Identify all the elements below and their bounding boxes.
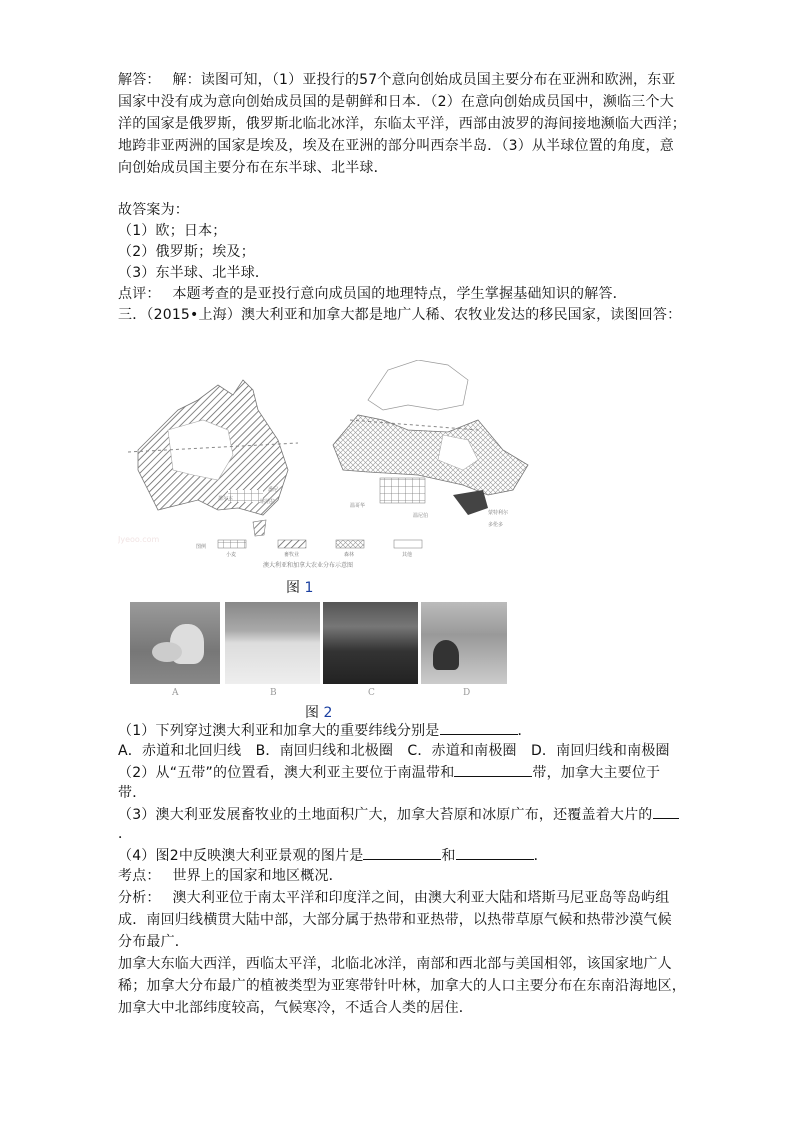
caption-number: 2 xyxy=(323,705,333,721)
question-text: （3）澳大利亚发展畜牧业的土地面积广大，加拿大苔原和冰原广布，还覆盖着大片的 xyxy=(118,807,653,823)
legend-label: 小麦 xyxy=(226,552,237,558)
answer-blank[interactable] xyxy=(440,720,518,735)
caption-prefix: 图 xyxy=(305,705,319,721)
question-text: 和 xyxy=(441,848,456,864)
watermark: Jyeoo.com xyxy=(118,535,160,544)
australia-desert xyxy=(168,420,233,480)
place-label: 墨尔本 xyxy=(218,496,234,502)
kaodian: 考点： 世界上的国家和地区概况． xyxy=(118,868,343,884)
analysis-line: 分布最广． xyxy=(118,934,189,950)
photo-label: A xyxy=(172,688,179,698)
question-stem: 三．（2015•上海）澳大利亚和加拿大都是地广人稀、农牧业发达的移民国家，读图回答： xyxy=(118,307,682,323)
figure1-caption xyxy=(286,577,313,597)
answer-item: （1）欧；日本； xyxy=(118,223,227,239)
legend-label: 森林 xyxy=(344,552,355,558)
question-4 xyxy=(118,845,548,867)
answer-line: 地跨非亚两洲的国家是埃及，埃及在亚洲的部分叫西奈半岛．（3）从半球位置的角度，意 xyxy=(118,138,674,154)
map-title: 澳大利亚和加拿大农业分布示意图 xyxy=(263,562,354,569)
caption-number: 1 xyxy=(304,580,314,596)
canada-map xyxy=(333,415,528,495)
comment: 点评： 本题考查的是亚投行意向成员国的地理特点，学生掌握基础知识的解答． xyxy=(118,286,627,302)
question-text: （1）下列穿过澳大利亚和加拿大的重要纬线分别是 xyxy=(118,723,440,739)
place-label: 堪培拉 xyxy=(260,499,276,505)
photo-label: C xyxy=(368,688,375,698)
question-2-cont: 带． xyxy=(118,785,147,801)
answer-blank[interactable] xyxy=(363,845,441,860)
question-1 xyxy=(118,720,532,742)
place-label: 悉尼 xyxy=(268,487,279,493)
place-label: 蒙特利尔 xyxy=(488,510,509,516)
photo-c-forest xyxy=(323,602,418,684)
answer-blank[interactable] xyxy=(653,804,679,819)
analysis-line: 加拿大东临大西洋，西临太平洋，北临北冰洋，南部和西北部与美国相邻，该国家地广人 xyxy=(118,956,672,972)
answer-blank[interactable] xyxy=(454,762,532,777)
punct: ． xyxy=(533,848,548,864)
answer-line: 向创始成员国主要分布在东半球、北半球． xyxy=(118,160,388,176)
answer-blank[interactable] xyxy=(456,845,534,860)
punct: ． xyxy=(517,723,532,739)
question-3 xyxy=(118,804,679,826)
question-text: 带，加拿大主要位于 xyxy=(532,765,661,781)
analysis-line: 加拿大中北部纬度较高，气候寒冷，不适合人类的居住． xyxy=(118,1000,473,1016)
legend-label: 其他 xyxy=(402,552,413,558)
photo-d-desert xyxy=(421,602,507,684)
answer-line: 国家中没有成为意向创始成员国的是朝鲜和日本．（2）在意向创始成员国中，濒临三个大 xyxy=(118,94,674,110)
question-text: （2）从“五带”的位置看，澳大利亚主要位于南温带和 xyxy=(118,765,455,781)
palm-tree-icon xyxy=(433,640,459,670)
answer-item: （2）俄罗斯；埃及； xyxy=(118,244,255,260)
photo-a-sheep xyxy=(130,602,220,684)
photo-b-tents xyxy=(225,602,320,684)
place-label: 温尼伯 xyxy=(413,513,429,519)
analysis-line: 成．南回归线横贯大陆中部，大部分属于热带和亚热带，以热带草原气候和热带沙漠气候 xyxy=(118,912,672,928)
agriculture-map-figure xyxy=(118,360,543,570)
analysis-line: 稀；加拿大分布最广的植被类型为亚寒带针叶林，加拿大的人口主要分布在东南沿海地区， xyxy=(118,978,686,994)
question-3-end: ． xyxy=(118,826,133,842)
answer-heading: 故答案为： xyxy=(118,202,189,218)
question-2 xyxy=(118,762,660,784)
legend-title: 图例 xyxy=(196,544,207,550)
place-label: 多伦多 xyxy=(488,522,504,528)
figure2-caption xyxy=(305,702,332,722)
photo-label: D xyxy=(463,688,471,698)
caption-prefix: 图 xyxy=(286,580,300,596)
question-1-options: A．赤道和北回归线 B．南回归线和北极圈 C．赤道和南极圈 D．南回归线和南极圈 xyxy=(118,743,670,759)
legend-label: 畜牧业 xyxy=(284,552,300,558)
analysis-line: 分析： 澳大利亚位于南太平洋和印度洋之间，由澳大利亚大陆和塔斯马尼亚岛等岛屿组 xyxy=(118,890,670,906)
question-text: （4）图2中反映澳大利亚景观的图片是 xyxy=(118,848,364,864)
answer-line: 洋的国家是俄罗斯，俄罗斯北临北冰洋，东临太平洋，西部由波罗的海间接地濒临大西洋； xyxy=(118,116,686,132)
place-label: 温哥华 xyxy=(350,503,366,509)
answer-item: （3）东半球、北半球． xyxy=(118,265,270,281)
map-legend xyxy=(118,535,422,569)
sheep-icon xyxy=(152,642,182,662)
photo-label: B xyxy=(270,688,277,698)
answer-line: 解答： 解：读图可知，（1）亚投行的57个意向创始成员国主要分布在亚洲和欧洲，东亚 xyxy=(118,72,676,88)
